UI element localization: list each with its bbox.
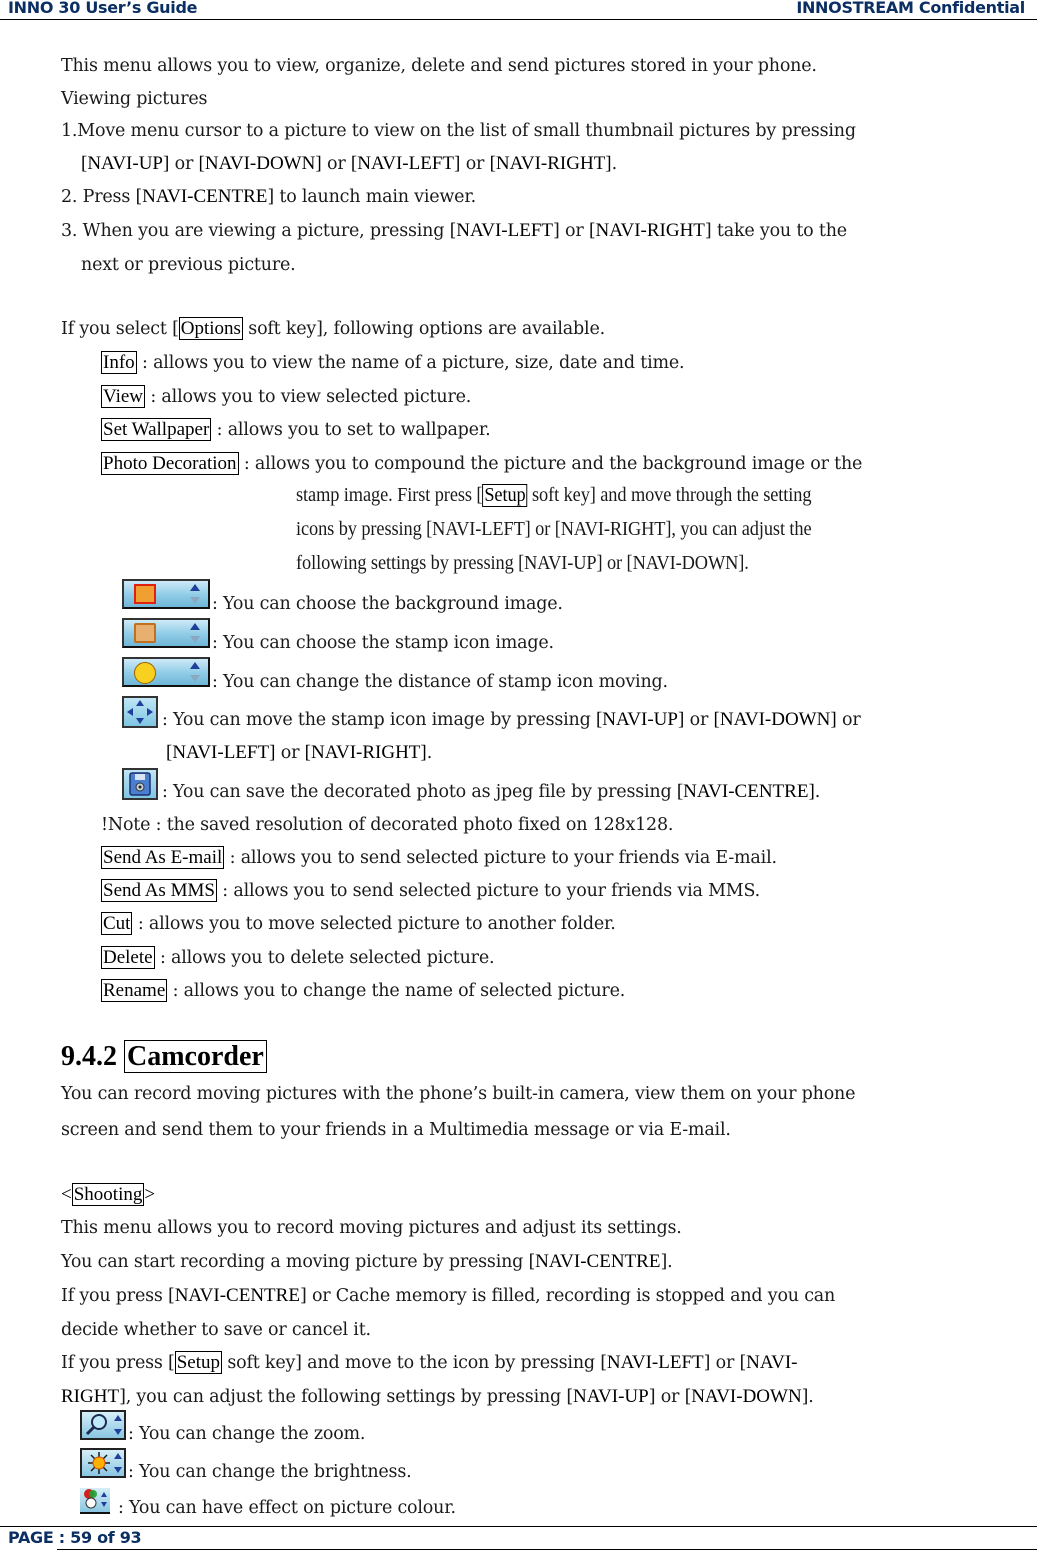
option-label-rename: Rename: [103, 980, 166, 1001]
stamp-distance-setting-icon: [122, 657, 210, 687]
move-arrows-glyph: [124, 698, 156, 726]
shooting-line-2: You can start recording a moving picture by pressing [NAVI-CENTRE].: [61, 1251, 673, 1272]
deco-setting-save-text: : You can save the decorated photo as jpeg file by pressing [NAVI-CENTRE].: [162, 781, 821, 802]
option-label-view: View: [103, 386, 144, 407]
option-label-cut: Cut: [103, 913, 131, 934]
camcorder-setting-color-text: : You can have effect on picture colour.: [118, 1498, 456, 1518]
options-intro: If you select [ Options soft key], following options are available.: [61, 318, 605, 339]
option-rename: Rename : allows you to change the name of selected picture.: [103, 980, 626, 1001]
shooting-line-1: This menu allows you to record moving pictures and adjust its settings.: [61, 1218, 682, 1238]
step-3-cont: next or previous picture.: [81, 255, 296, 275]
step-2-text: 2. Press [NAVI-CENTRE] to launch main viewer.: [61, 186, 476, 207]
move-arrows-icon: [122, 696, 158, 728]
shooting-line-6: RIGHT], you can adjust the following settings by pressing [NAVI-UP] or [NAVI-DOWN].: [61, 1386, 814, 1407]
options-softkey-label: Options: [180, 318, 241, 339]
shooting-line-3: If you press [NAVI-CENTRE] or Cache memory is filled, recording is stopped and you can: [61, 1285, 836, 1306]
deco-setting-distance-text: : You can change the distance of stamp icon moving.: [212, 672, 668, 692]
stamp-icon-setting-icon: [122, 618, 210, 648]
guide-title: INNO 30 User’s Guide: [8, 0, 198, 17]
deco-setting-background-text: : You can choose the background image.: [212, 594, 563, 614]
confidential-label: INNOSTREAM Confidential: [796, 0, 1025, 17]
photo-deco-line-2: stamp image. First press [Setup soft key] and move through the setting: [296, 485, 812, 506]
page-number: PAGE : 59 of 93: [8, 1528, 142, 1547]
option-delete: Delete : allows you to delete selected picture.: [103, 947, 495, 968]
option-view: View : allows you to view selected picture.: [103, 386, 472, 407]
option-label-delete: Delete: [103, 947, 153, 968]
option-label-send-as-mms: Send As MMS: [103, 880, 215, 901]
shooting-label: Shooting: [73, 1184, 143, 1205]
option-label-set-wallpaper: Set Wallpaper: [103, 419, 210, 440]
deco-setting-move-text: : You can move the stamp icon image by pressing [NAVI-UP] or [NAVI-DOWN] or: [162, 709, 861, 730]
shooting-line-5: If you press [ Setup soft key] and move to the icon by pressing [NAVI-LEFT] or [NAVI-: [61, 1352, 798, 1373]
color-effect-glyph: [80, 1488, 110, 1510]
page-header: [0, 0, 1037, 20]
shooting-subheading: < Shooting >: [61, 1184, 156, 1205]
zoom-magnifier-icon: [80, 1410, 126, 1440]
note-text: !Note : the saved resolution of decorated photo fixed on 128x128.: [101, 815, 674, 835]
camcorder-title: Camcorder: [124, 1040, 267, 1073]
footer-rule: [57, 1549, 1037, 1550]
brightness-sun-icon: [80, 1448, 126, 1478]
background-image-setting-icon: [122, 579, 210, 609]
option-label-send-as-email: Send As E-mail: [103, 847, 223, 868]
intro-text: This menu allows you to view, organize, delete and send pictures stored in your phone.: [61, 56, 817, 76]
section-heading-camcorder: 9.4.2 Camcorder: [61, 1040, 267, 1074]
page-footer: [0, 1526, 1037, 1552]
option-label-photo-decoration: Photo Decoration: [103, 453, 237, 474]
setup-softkey-label: Setup: [484, 485, 526, 506]
option-photo-decoration: Photo Decoration : allows you to compound the picture and the background image or the: [103, 453, 863, 474]
option-send-as-mms: Send As MMS : allows you to send selected picture to your friends via MMS.: [103, 880, 761, 901]
shooting-line-4: decide whether to save or cancel it.: [61, 1320, 371, 1340]
color-effect-icon: [80, 1488, 110, 1514]
camcorder-desc-1: You can record moving pictures with the phone’s built-in camera, view them on your phone: [61, 1084, 856, 1104]
setup-softkey-label-2: Setup: [176, 1352, 220, 1373]
section-title-viewing: Viewing pictures: [61, 89, 208, 109]
photo-deco-line-4: following settings by pressing [NAVI-UP] or [NAVI-DOWN].: [296, 553, 749, 574]
photo-deco-line-3: icons by pressing [NAVI-LEFT] or [NAVI-RIGHT], you can adjust the: [296, 519, 812, 540]
option-cut: Cut : allows you to move selected picture to another folder.: [103, 913, 616, 934]
option-send-as-email: Send As E-mail : allows you to send selected picture to your friends via E-mail.: [103, 847, 777, 868]
camcorder-setting-brightness-text: : You can change the brightness.: [128, 1462, 412, 1482]
option-info: Info : allows you to view the name of a picture, size, date and time.: [103, 352, 685, 373]
magnifier-glyph: [82, 1412, 124, 1438]
camcorder-setting-zoom-text: : You can change the zoom.: [128, 1424, 366, 1444]
floppy-disk-glyph: [124, 770, 156, 798]
save-disk-icon: [122, 768, 158, 800]
option-set-wallpaper: Set Wallpaper : allows you to set to wallpaper.: [103, 419, 491, 440]
step-1-keys: [NAVI-UP] or [NAVI-DOWN] or [NAVI-LEFT] or [NAVI-RIGHT].: [81, 153, 618, 174]
camcorder-desc-2: screen and send them to your friends in a Multimedia message or via E-mail.: [61, 1120, 731, 1140]
step-3-text: 3. When you are viewing a picture, pressing [NAVI-LEFT] or [NAVI-RIGHT] take you to the: [61, 220, 847, 241]
option-label-info: Info: [103, 352, 135, 373]
deco-setting-move-text-2: [NAVI-LEFT] or [NAVI-RIGHT].: [166, 742, 433, 763]
deco-setting-stamp-text: : You can choose the stamp icon image.: [212, 633, 554, 653]
step-1-text: 1.Move menu cursor to a picture to view on the list of small thumbnail pictures by pressing: [61, 121, 856, 141]
sun-glyph: [82, 1450, 124, 1476]
